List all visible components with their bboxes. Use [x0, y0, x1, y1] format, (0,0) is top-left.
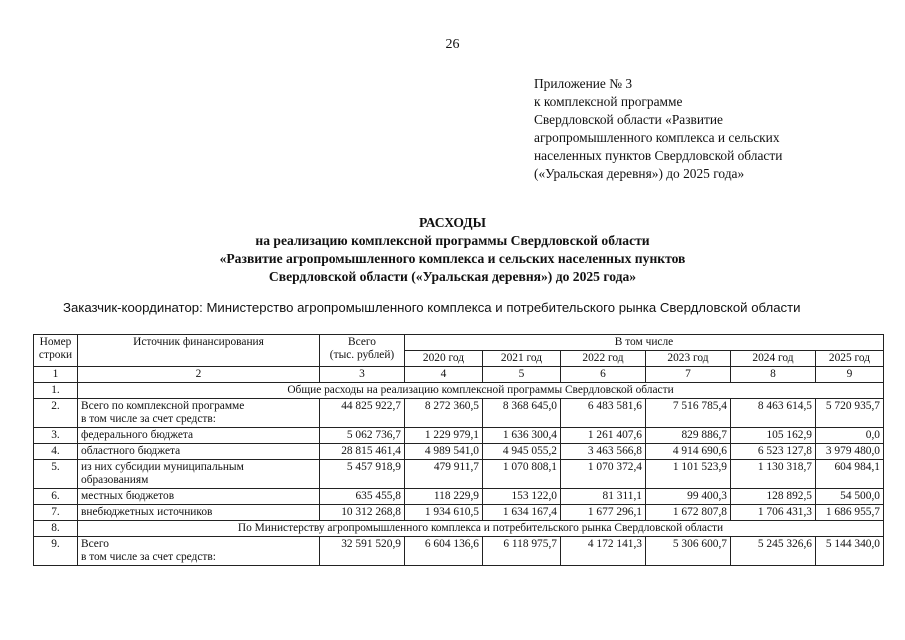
source-cell	[78, 460, 320, 489]
source-line: областного бюджета	[81, 445, 181, 457]
year-cell: 6 523 127,8	[731, 444, 816, 460]
source-line: внебюджетных источников	[81, 506, 213, 518]
table-row	[34, 537, 884, 566]
column-number: 7	[646, 367, 731, 383]
year-cell: 1 070 372,4	[561, 460, 646, 489]
source-line: в том числе за счет средств:	[81, 551, 216, 563]
year-cell: 604 984,1	[816, 460, 884, 489]
year-cell: 0,0	[816, 428, 884, 444]
header-year: 2023 год	[646, 351, 731, 367]
row-number: 2.	[34, 399, 78, 428]
year-cell: 4 914 690,6	[646, 444, 731, 460]
column-number: 5	[483, 367, 561, 383]
source-cell	[78, 489, 320, 505]
year-cell: 1 261 407,6	[561, 428, 646, 444]
row-number: 1.	[34, 383, 78, 399]
year-cell: 7 516 785,4	[646, 399, 731, 428]
year-cell: 8 368 645,0	[483, 399, 561, 428]
column-number: 1	[34, 367, 78, 383]
row-number: 6.	[34, 489, 78, 505]
header-text: строки	[38, 349, 73, 361]
year-cell: 1 634 167,4	[483, 505, 561, 521]
year-cell: 8 463 614,5	[731, 399, 816, 428]
table-row	[34, 505, 884, 521]
appendix-line: населенных пунктов Свердловской области	[534, 148, 783, 163]
title-line: Свердловской области («Уральская деревня») до 2025 года»	[268, 269, 637, 284]
row-number: 7.	[34, 505, 78, 521]
page-number: 26	[445, 37, 460, 52]
table-row	[34, 460, 884, 489]
year-cell: 6 604 136,6	[405, 537, 483, 566]
header-year: 2020 год	[405, 351, 483, 367]
header-row	[34, 335, 884, 351]
appendix-line: («Уральская деревня») до 2025 года»	[534, 166, 745, 181]
header-text: (тыс. рублей)	[329, 349, 395, 361]
total-cell: 5 062 736,7	[320, 428, 405, 444]
year-cell: 1 934 610,5	[405, 505, 483, 521]
year-cell: 99 400,3	[646, 489, 731, 505]
year-cell: 3 979 480,0	[816, 444, 884, 460]
appendix-line: к комплексной программе	[534, 94, 683, 109]
header-text: Номер	[39, 336, 72, 348]
total-cell: 10 312 268,8	[320, 505, 405, 521]
total-cell: 32 591 520,9	[320, 537, 405, 566]
year-cell: 1 101 523,9	[646, 460, 731, 489]
row-number: 9.	[34, 537, 78, 566]
column-number: 9	[816, 367, 884, 383]
appendix-line: Свердловской области «Развитие	[534, 112, 723, 127]
total-cell: 635 455,8	[320, 489, 405, 505]
table-row	[34, 489, 884, 505]
year-cell: 5 306 600,7	[646, 537, 731, 566]
source-line: образованиям	[81, 474, 149, 486]
source-line: из них субсидии муниципальным	[81, 461, 244, 473]
section-row	[34, 383, 884, 399]
total-cell: 28 815 461,4	[320, 444, 405, 460]
source-cell	[78, 537, 320, 566]
year-cell: 1 229 979,1	[405, 428, 483, 444]
source-cell	[78, 399, 320, 428]
total-cell: 5 457 918,9	[320, 460, 405, 489]
row-number: 5.	[34, 460, 78, 489]
year-cell: 1 130 318,7	[731, 460, 816, 489]
document-title	[0, 214, 905, 286]
column-number: 4	[405, 367, 483, 383]
year-cell: 1 636 300,4	[483, 428, 561, 444]
column-numbers-row	[34, 367, 884, 383]
year-cell: 105 162,9	[731, 428, 816, 444]
source-line: местных бюджетов	[81, 490, 175, 502]
column-number: 3	[320, 367, 405, 383]
year-cell: 5 720 935,7	[816, 399, 884, 428]
year-cell: 4 989 541,0	[405, 444, 483, 460]
column-number: 2	[78, 367, 320, 383]
section-row	[34, 521, 884, 537]
header-year: 2025 год	[816, 351, 884, 367]
year-cell: 1 070 808,1	[483, 460, 561, 489]
year-cell: 1 677 296,1	[561, 505, 646, 521]
year-cell: 5 245 326,6	[731, 537, 816, 566]
year-cell: 8 272 360,5	[405, 399, 483, 428]
year-cell: 118 229,9	[405, 489, 483, 505]
customer-coordinator: Заказчик-координатор: Министерство агропромышленного комплекса и потребительского рынка Свердловской области	[63, 300, 801, 315]
year-cell: 81 311,1	[561, 489, 646, 505]
year-cell: 4 945 055,2	[483, 444, 561, 460]
title-line: на реализацию комплексной программы Свердловской области	[255, 233, 650, 248]
source-line: федерального бюджета	[81, 429, 194, 441]
section-label: Общие расходы на реализацию комплексной программы Свердловской области	[78, 383, 884, 399]
header-total	[320, 335, 405, 367]
year-cell: 1 686 955,7	[816, 505, 884, 521]
table-row	[34, 444, 884, 460]
source-line: Всего	[81, 538, 109, 550]
source-cell	[78, 505, 320, 521]
source-line: Всего по комплексной программе	[81, 400, 245, 412]
title-line: «Развитие агропромышленного комплекса и сельских населенных пунктов	[219, 251, 686, 266]
year-cell: 4 172 141,3	[561, 537, 646, 566]
appendix-line: Приложение № 3	[534, 76, 633, 91]
year-cell: 1 672 807,8	[646, 505, 731, 521]
header-text: Всего	[348, 336, 376, 348]
header-year: 2021 год	[483, 351, 561, 367]
header-source: Источник финансирования	[78, 335, 320, 367]
row-number: 4.	[34, 444, 78, 460]
year-cell: 128 892,5	[731, 489, 816, 505]
year-cell: 54 500,0	[816, 489, 884, 505]
table-row	[34, 428, 884, 444]
year-cell: 5 144 340,0	[816, 537, 884, 566]
source-line: в том числе за счет средств:	[81, 413, 216, 425]
section-label: По Министерству агропромышленного комплекса и потребительского рынка Свердловской области	[78, 521, 884, 537]
total-cell: 44 825 922,7	[320, 399, 405, 428]
year-cell: 153 122,0	[483, 489, 561, 505]
expenses-table	[33, 334, 884, 566]
row-number: 8.	[34, 521, 78, 537]
source-cell	[78, 444, 320, 460]
header-row-number	[34, 335, 78, 367]
title-line: РАСХОДЫ	[419, 215, 486, 230]
year-cell: 6 118 975,7	[483, 537, 561, 566]
appendix-line: агропромышленного комплекса и сельских	[534, 130, 780, 145]
header-year: 2024 год	[731, 351, 816, 367]
appendix-note	[534, 75, 834, 183]
year-cell: 479 911,7	[405, 460, 483, 489]
year-cell: 3 463 566,8	[561, 444, 646, 460]
header-including: В том числе	[405, 335, 884, 351]
year-cell: 6 483 581,6	[561, 399, 646, 428]
source-cell	[78, 428, 320, 444]
column-number: 6	[561, 367, 646, 383]
column-number: 8	[731, 367, 816, 383]
row-number: 3.	[34, 428, 78, 444]
year-cell: 829 886,7	[646, 428, 731, 444]
table-row	[34, 399, 884, 428]
header-year: 2022 год	[561, 351, 646, 367]
year-cell: 1 706 431,3	[731, 505, 816, 521]
